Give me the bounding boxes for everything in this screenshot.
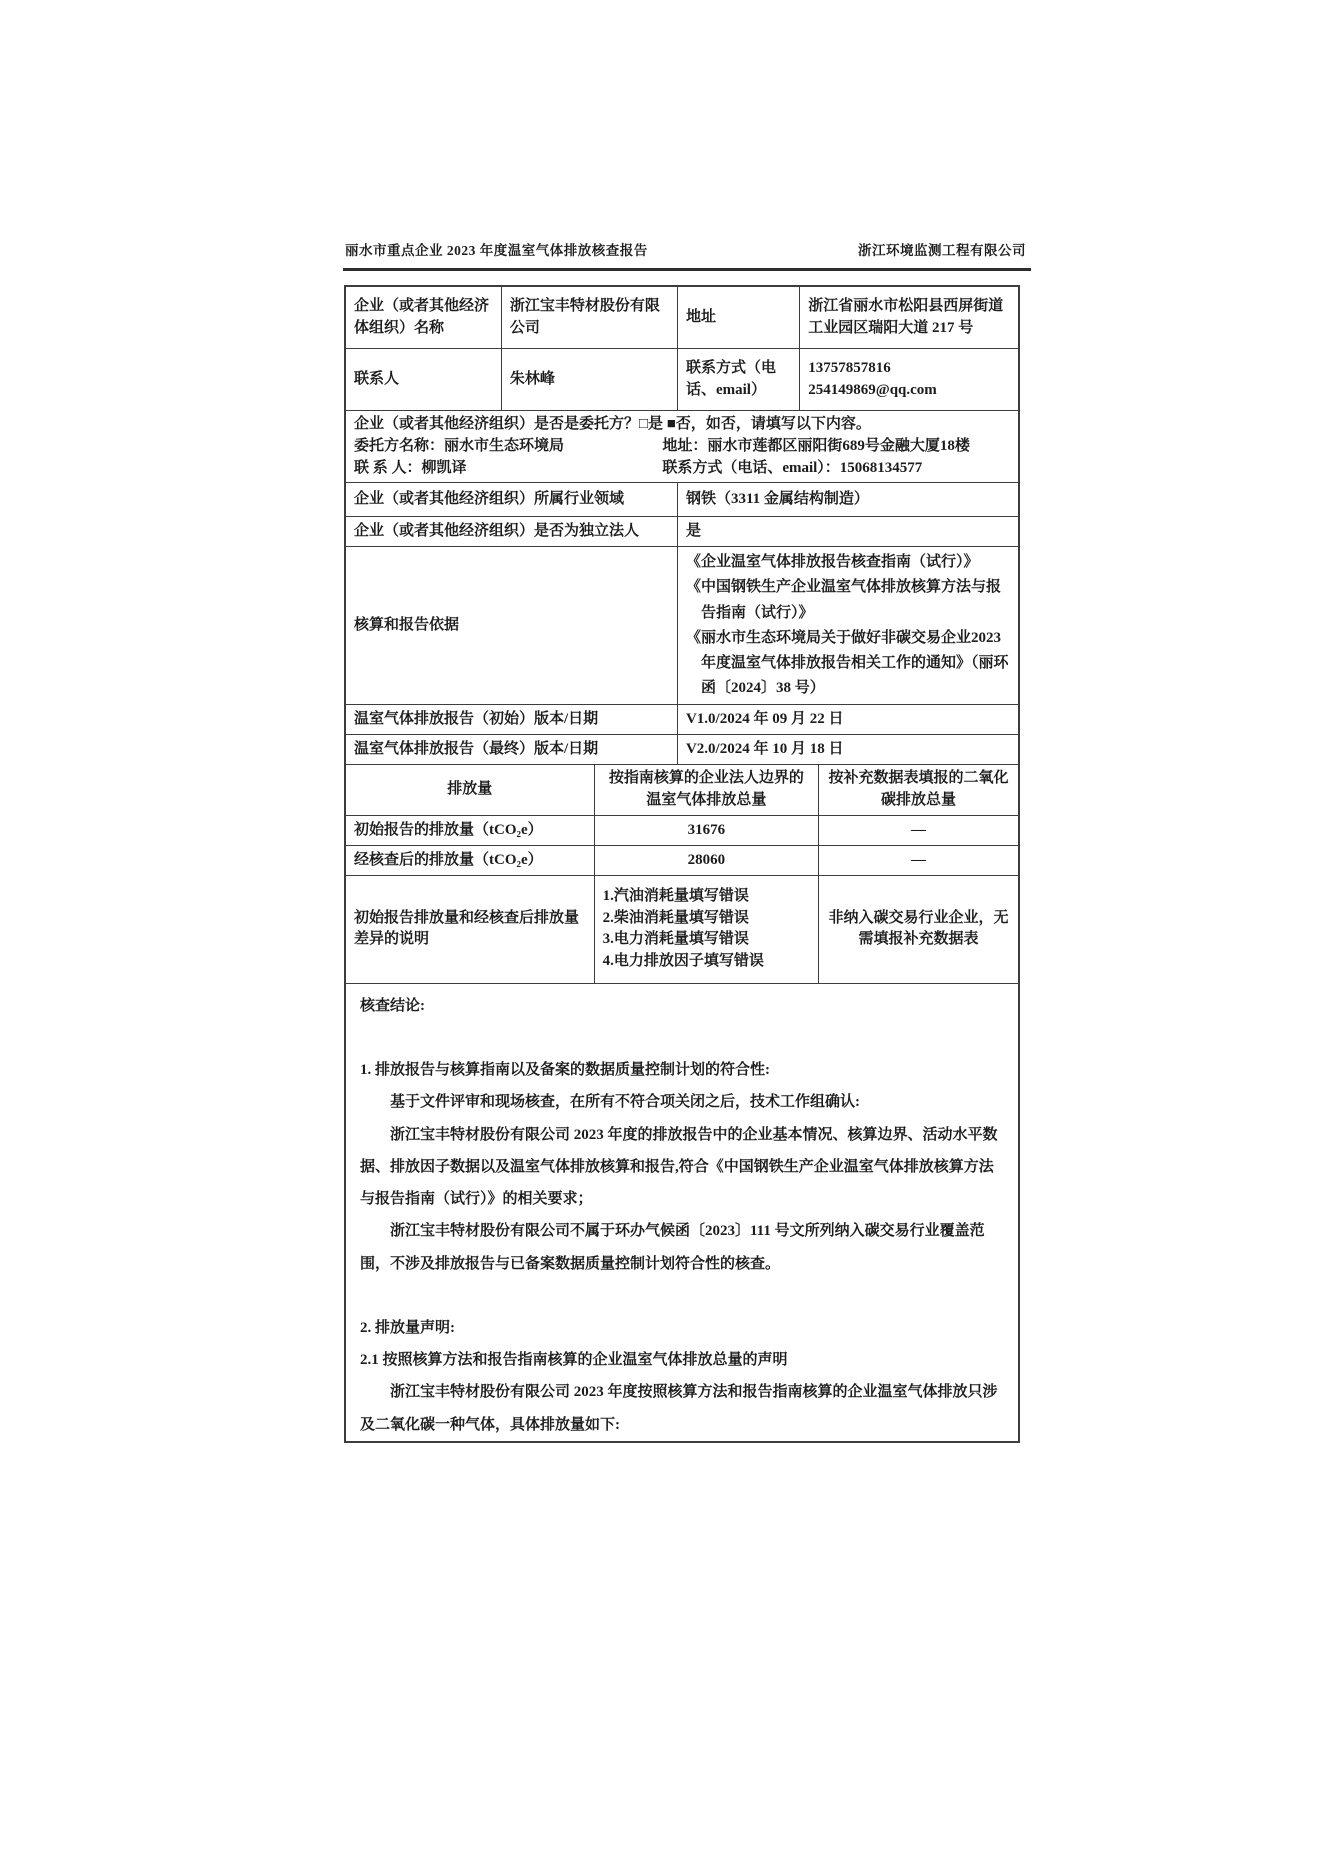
company-name-label: 企业（或者其他经济体组织）名称 — [346, 287, 502, 348]
table-row — [346, 735, 1018, 765]
company-name-value: 浙江宝丰特材股份有限公司 — [502, 287, 678, 348]
emission-col2-header: 按指南核算的企业法人边界的温室气体排放总量 — [595, 765, 819, 815]
industry-label: 企业（或者其他经济组织）所属行业领域 — [346, 483, 678, 516]
table-row — [346, 547, 1018, 705]
table-row — [346, 349, 1018, 411]
basis-references — [678, 547, 1018, 704]
diff-label: 初始报告排放量和经核查后排放量差异的说明 — [346, 876, 595, 983]
emission-initial-supplementary: — — [911, 821, 927, 838]
client-info-cell — [346, 411, 1018, 482]
contact-method-value — [800, 349, 1018, 410]
initial-version-value: V1.0/2024 年 09 月 22 日 — [685, 711, 844, 727]
section2-title: 2. 排放量声明: — [360, 1319, 455, 1336]
final-version-label: 温室气体排放报告（最终）版本/日期 — [346, 735, 678, 764]
reference-item: 《丽水市生态环境局关于做好非碳交易企业2023 年度温室气体排放报告相关工作的通知》（丽环函〔2024〕38 号） — [685, 629, 1009, 697]
client-contact-method: 联系方式（电话、email）：15068134577 — [662, 459, 923, 476]
emission-verified-total: 28060 — [595, 846, 819, 875]
table-row — [346, 411, 1018, 483]
section1-paragraph: 浙江宝丰特材股份有限公司不属于环办气候函〔2023〕111 号文所列纳入碳交易行业覆盖范围，不涉及排放报告与已备案数据质量控制计划符合性的核查。 — [360, 1223, 985, 1272]
running-header-company: 浙江环境监测工程有限公司 — [858, 243, 1026, 258]
basis-label: 核算和报告依据 — [346, 547, 678, 704]
section1-title: 1. 排放报告与核算指南以及备案的数据质量控制计划的符合性: — [360, 1062, 770, 1079]
address-label: 地址 — [678, 287, 800, 348]
table-row — [346, 517, 1018, 547]
address-value: 浙江省丽水市松阳县西屏街道工业园区瑞阳大道 217 号 — [808, 297, 1004, 336]
emission-col3-header: 按补充数据表填报的二氧化碳排放总量 — [828, 770, 1009, 809]
emission-diff-row — [346, 876, 1018, 984]
section1-paragraph: 基于文件评审和现场核查，在所有不符合项关闭之后，技术工作组确认: — [390, 1094, 860, 1111]
section1-paragraph: 浙江宝丰特材股份有限公司 2023 年度的排放报告中的企业基本情况、核算边界、活动水平数据、排放因子数据以及温室气体排放核算和报告,符合《中国钢铁生产企业温室气体排放核算方法与报告指南（试行）》的相关要求； — [360, 1126, 998, 1208]
running-header-title: 丽水市重点企业 2023 年度温室气体排放核查报告 — [345, 243, 648, 258]
initial-version-label: 温室气体排放报告（初始）版本/日期 — [346, 705, 678, 734]
emission-initial-label: 初始报告的排放量（tCO₂e） — [346, 816, 595, 845]
emission-verified-supplementary: — — [911, 851, 927, 868]
header-rule — [343, 268, 1031, 271]
legal-person-label: 企业（或者其他经济组织）是否为独立法人 — [346, 517, 678, 546]
conclusion-cell — [346, 984, 1018, 1441]
emission-initial-total: 31676 — [595, 816, 819, 845]
section2-paragraph: 浙江宝丰特材股份有限公司 2023 年度按照核算方法和报告指南核算的企业温室气体排放只涉及二氧化碳一种气体，具体排放量如下: — [360, 1384, 998, 1433]
diff-item: 3.电力消耗量填写错误 — [602, 931, 749, 948]
client-contact-person: 联 系 人：柳凯译 — [354, 459, 467, 476]
diff-item: 4.电力排放因子填写错误 — [602, 953, 764, 970]
client-address: 地址：丽水市莲都区丽阳街689号金融大厦18楼 — [662, 437, 970, 454]
emission-verified-row — [346, 846, 1018, 876]
section2-subtitle: 2.1 按照核算方法和报告指南核算的企业温室气体排放总量的声明 — [360, 1352, 788, 1369]
diff-note: 非纳入碳交易行业企业，无需填报补充数据表 — [828, 909, 1009, 948]
contact-label: 联系人 — [346, 349, 502, 410]
email-address: 254149869@qq.com — [808, 381, 937, 398]
contact-value: 朱林峰 — [502, 349, 678, 410]
client-name: 委托方名称：丽水市生态环境局 — [354, 437, 565, 454]
emission-col1-header: 排放量 — [346, 765, 595, 815]
diff-item: 2.柴油消耗量填写错误 — [602, 909, 749, 926]
conclusion-row — [346, 984, 1018, 1441]
table-row — [346, 287, 1018, 349]
table-row — [346, 705, 1018, 735]
table-row — [346, 483, 1018, 517]
phone-number: 13757857816 — [808, 359, 891, 376]
reference-item: 《中国钢铁生产企业温室气体排放核算方法与报告指南（试行）》 — [685, 579, 1001, 621]
final-version-value: V2.0/2024 年 10 月 18 日 — [685, 741, 844, 757]
diff-item: 1.汽油消耗量填写错误 — [602, 887, 749, 904]
emission-verified-label: 经核查后的排放量（tCO₂e） — [346, 846, 595, 875]
verification-info-table — [344, 285, 1020, 1443]
reference-item: 《企业温室气体排放报告核查指南（试行）》 — [685, 554, 979, 571]
emission-initial-row — [346, 816, 1018, 846]
industry-value: 钢铁（3311 金属结构制造） — [685, 490, 869, 507]
contact-method-label: 联系方式（电话、email） — [678, 349, 800, 410]
legal-person-value: 是 — [685, 522, 701, 539]
emission-header-row — [346, 765, 1018, 816]
diff-items — [595, 876, 819, 983]
client-question: 企业（或者其他经济组织）是否是委托方？□是 ■否，如否，请填写以下内容。 — [354, 416, 871, 432]
conclusion-title: 核查结论: — [360, 997, 425, 1014]
